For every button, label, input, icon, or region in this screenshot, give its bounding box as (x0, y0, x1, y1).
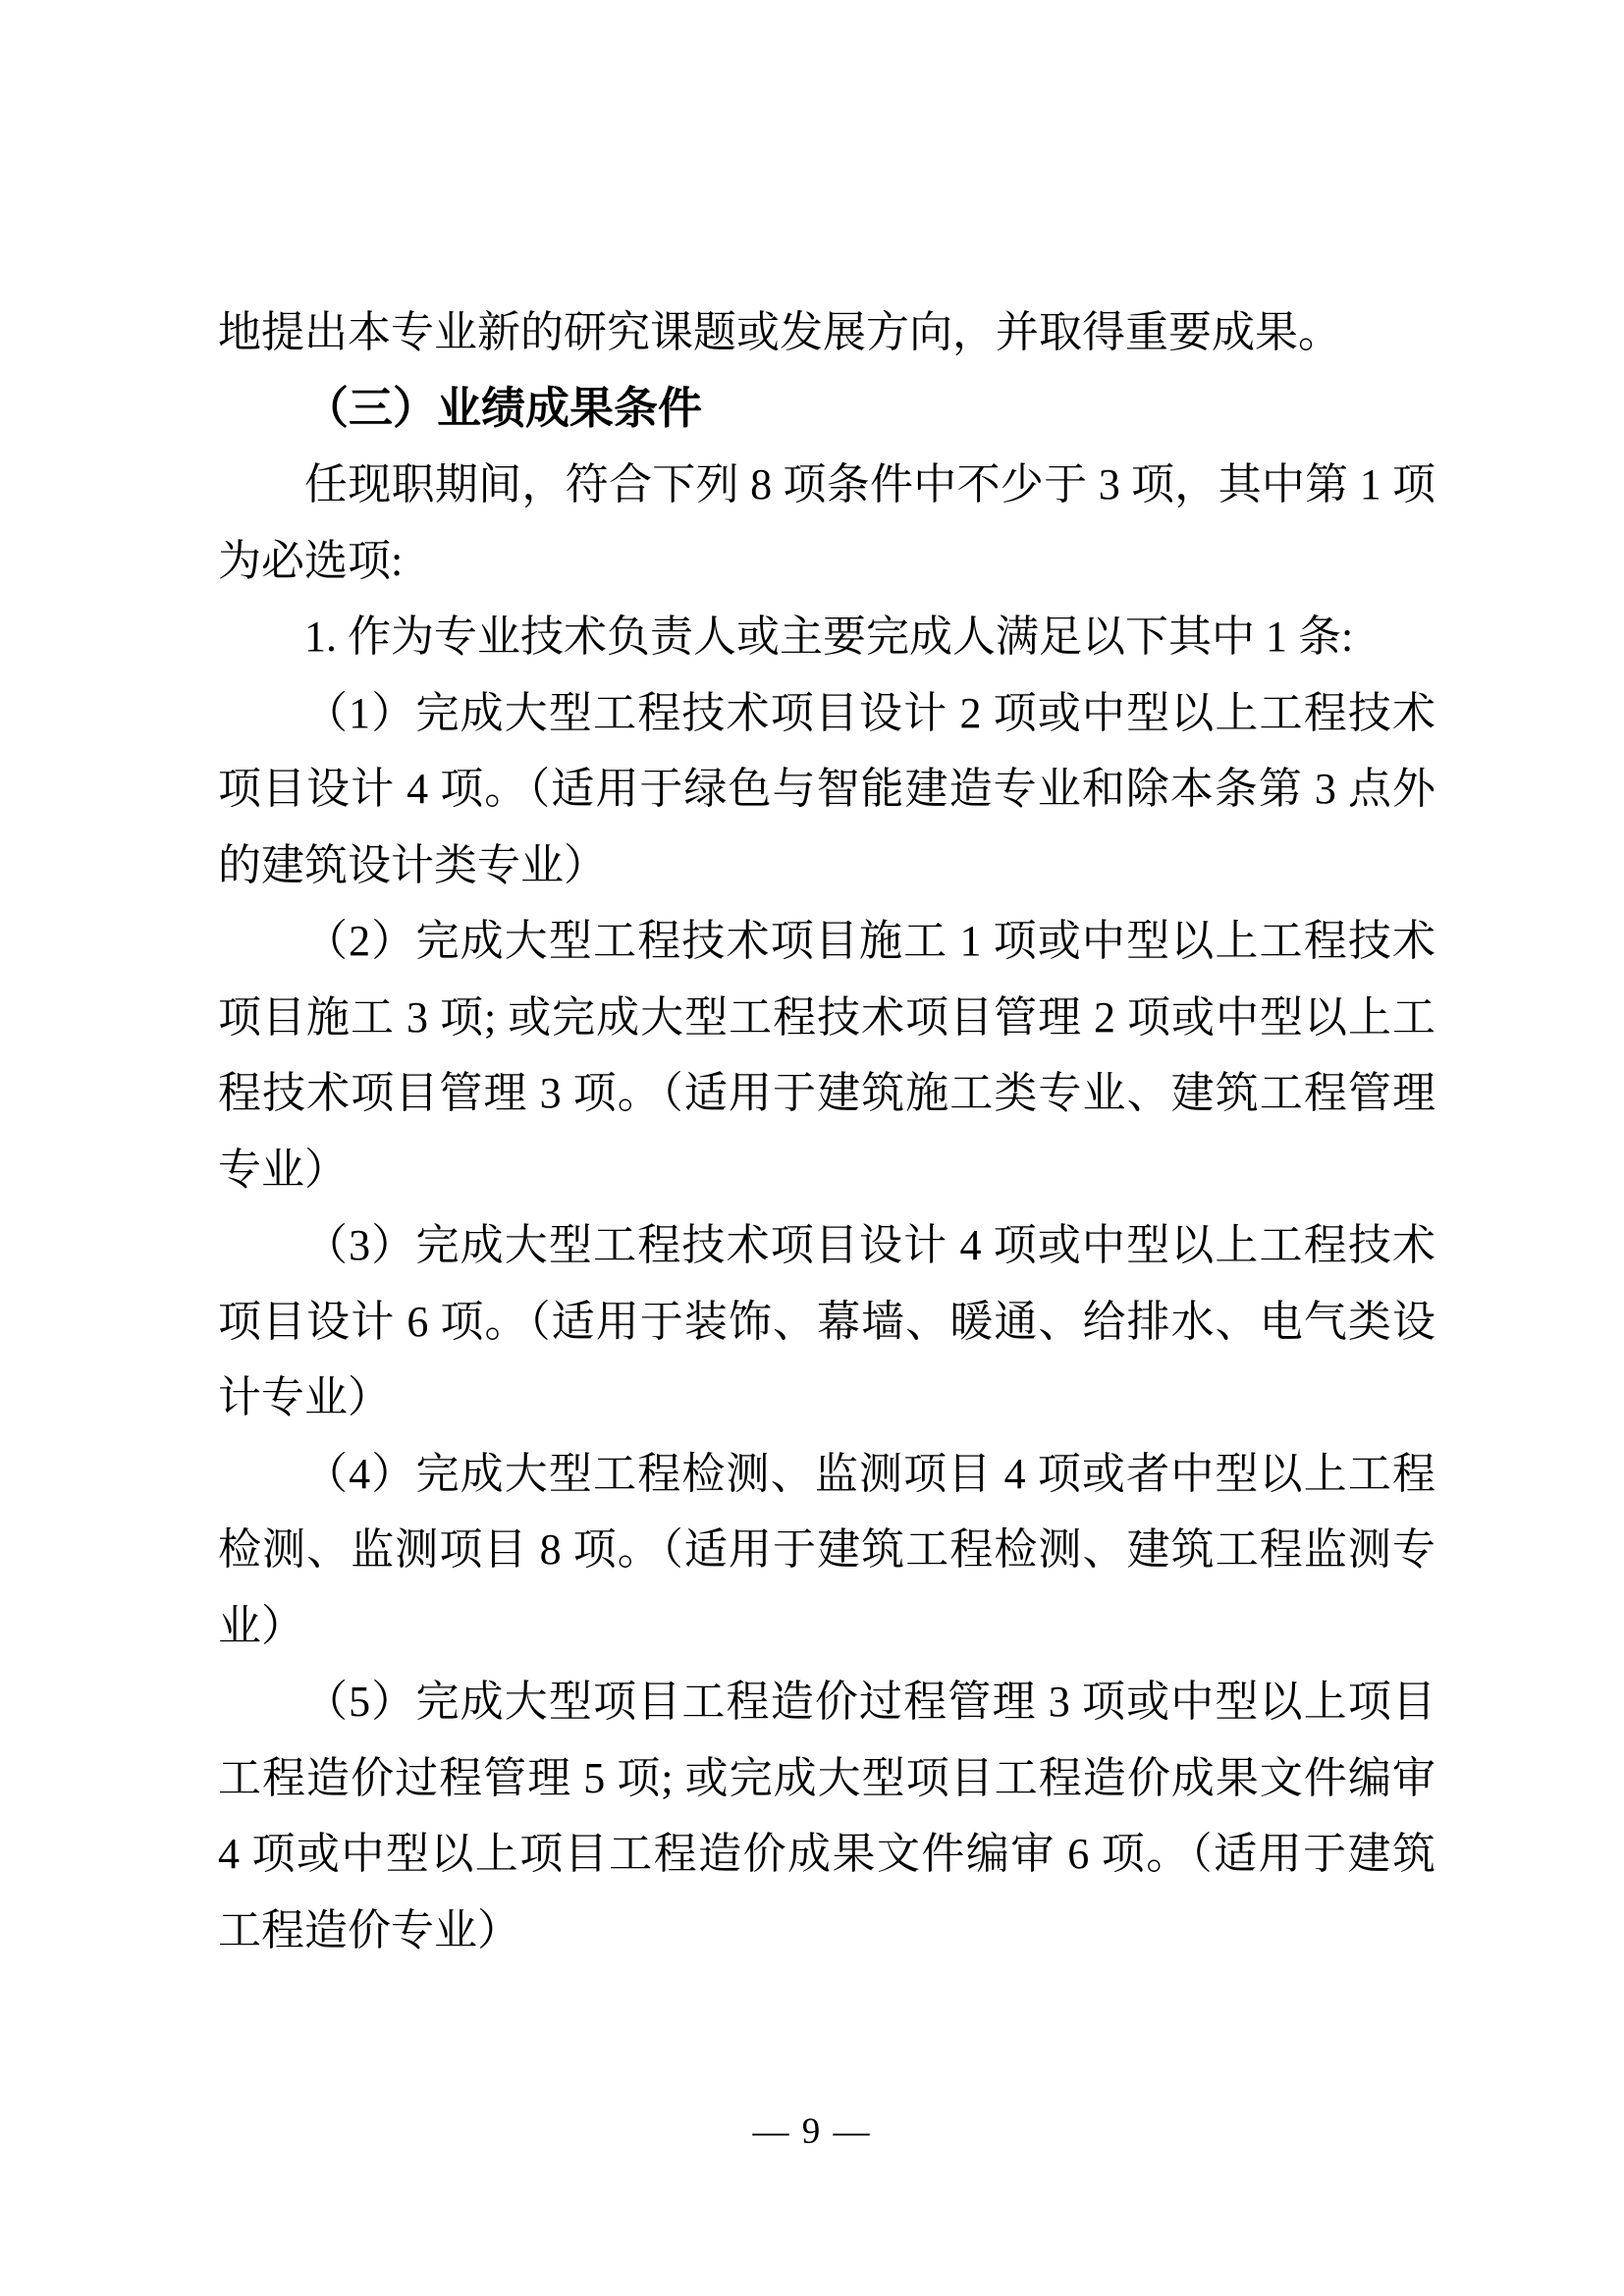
text-line: 任现职期间，符合下列 8 项条件中不少于 3 项，其中第 1 项 (304, 460, 1435, 508)
page-number: — 9 — (752, 2111, 872, 2152)
text-line: 地提出本专业新的研究课题或发展方向，并取得重要成果。 (218, 308, 1341, 356)
text-line: （5）完成大型项目工程造价过程管理 3 项或中型以上项目 (304, 1678, 1435, 1726)
section-heading: （三）业绩成果条件 (304, 383, 703, 433)
text-line: （3）完成大型工程技术项目设计 4 项或中型以上工程技术 (304, 1221, 1435, 1269)
text-line: （1）完成大型工程技术项目设计 2 项或中型以上工程技术 (304, 688, 1435, 737)
text-line: 工程造价过程管理 5 项; 或完成大型项目工程造价成果文件编审 (218, 1753, 1435, 1802)
text-line: 1. 作为专业技术负责人或主要完成人满足以下其中 1 条: (304, 613, 1354, 661)
text-line: （2）完成大型工程技术项目施工 1 项或中型以上工程技术 (304, 917, 1435, 965)
text-line: 4 项或中型以上项目工程造价成果文件编审 6 项。（适用于建筑 (218, 1830, 1435, 1878)
text-line: 项目设计 6 项。（适用于装饰、幕墙、暖通、给排水、电气类设 (218, 1297, 1435, 1346)
text-line: 业） (218, 1601, 304, 1650)
text-line: 的建筑设计类专业） (218, 840, 607, 889)
text-line: 项目施工 3 项; 或完成大型工程技术项目管理 2 项或中型以上工 (218, 992, 1435, 1041)
text-line: 项目设计 4 项。（适用于绿色与智能建造专业和除本条第 3 点外 (218, 765, 1435, 813)
document-body (218, 294, 1435, 1968)
text-line: 计专业） (218, 1373, 391, 1421)
text-line: （4）完成大型工程检测、监测项目 4 项或者中型以上工程 (304, 1449, 1435, 1498)
text-line: 程技术项目管理 3 项。（适用于建筑施工类专业、建筑工程管理 (218, 1069, 1435, 1117)
text-line: 为必选项: (218, 536, 404, 585)
text-line: 专业） (218, 1145, 348, 1194)
text-line: 检测、监测项目 8 项。（适用于建筑工程检测、建筑工程监测专 (218, 1525, 1435, 1574)
text-line: 工程造价专业） (218, 1905, 520, 1954)
